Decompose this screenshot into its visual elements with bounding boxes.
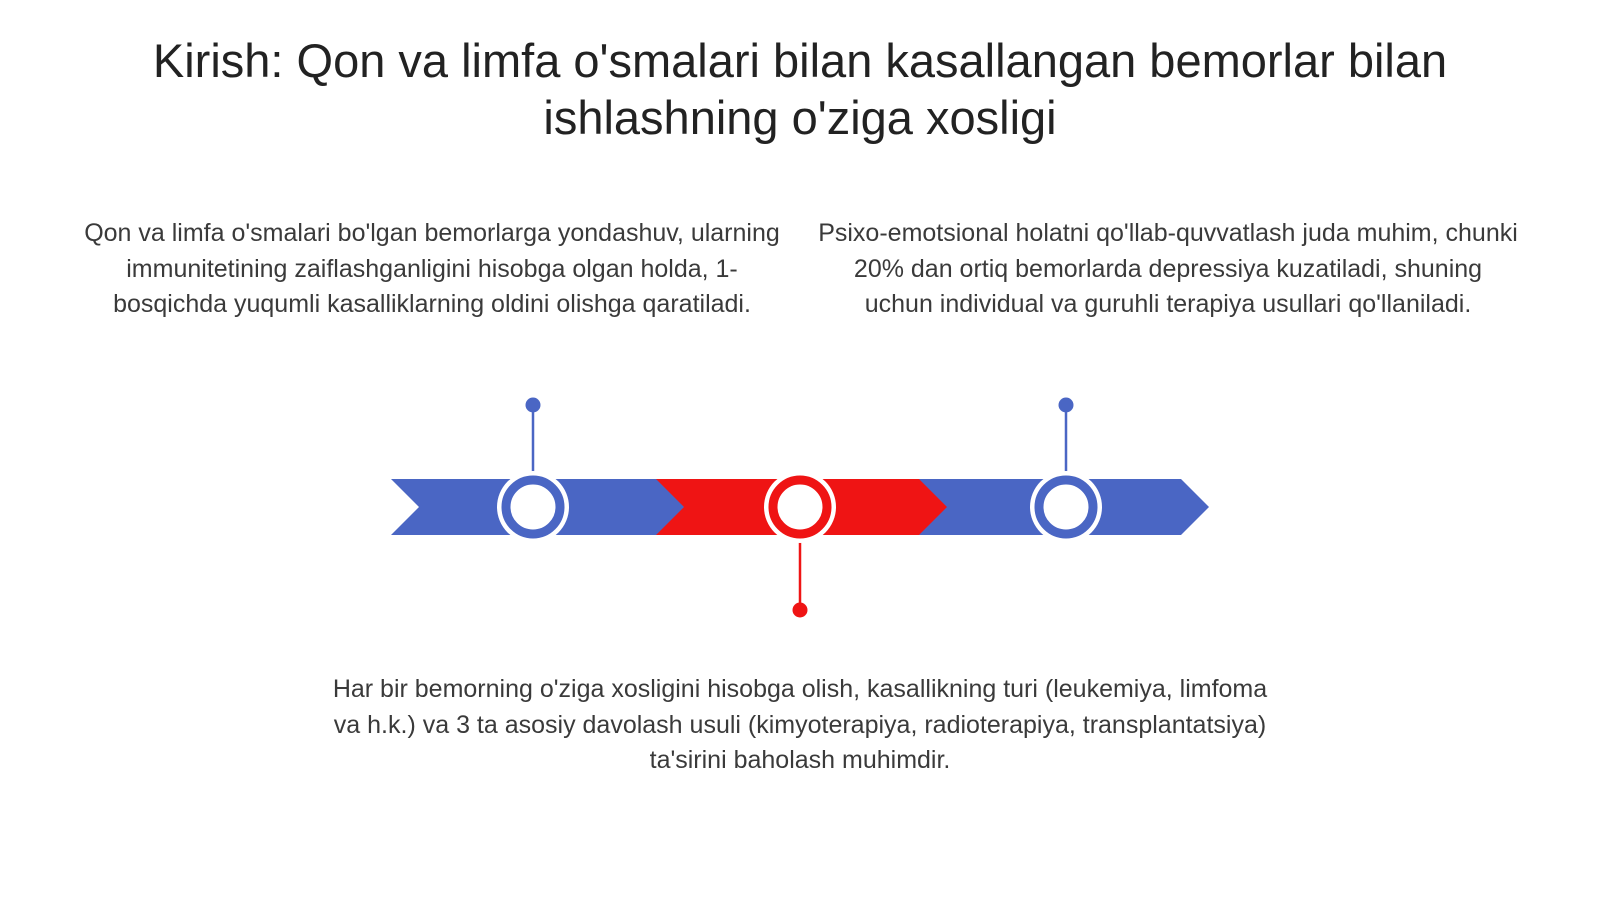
milestone-2-text: Har bir bemorning o'ziga xosligini hisobga olish, kasallikning turi (leukemiya, limfoma va h.k.) va 3 ta asosiy davolash usuli (kimyoterapiya, radioterapiya, transplantatsiya) ta'sirini baholash muhimdir. — [332, 675, 1268, 774]
connector-dot-1 — [526, 398, 541, 413]
connector-dot-3 — [1059, 398, 1074, 413]
slide-title: Kirish: Qon va limfa o'smalari bilan kasallangan bemorlar bilan ishlashning o'ziga xosligi — [152, 34, 1448, 144]
milestone-1-text: Qon va limfa o'smalari bo'lgan bemorlarga yondashuv, ularning immunitetining zaiflashganligini hisobga olgan holda, 1-bosqichda yuqumli kasalliklarning oldini olishga qaratiladi. — [84, 219, 780, 318]
milestone-marker-3 — [1030, 471, 1102, 543]
connector-dot-2 — [793, 603, 808, 618]
milestone-marker-2 — [764, 471, 836, 543]
milestone-marker-1 — [497, 471, 569, 543]
milestone-3-text: Psixo-emotsional holatni qo'llab-quvvatlash juda muhim, chunki 20% dan ortiq bemorlarda depressiya kuzatiladi, shuning uchun individual va guruhli terapiya usullari qo'llaniladi. — [818, 219, 1518, 318]
